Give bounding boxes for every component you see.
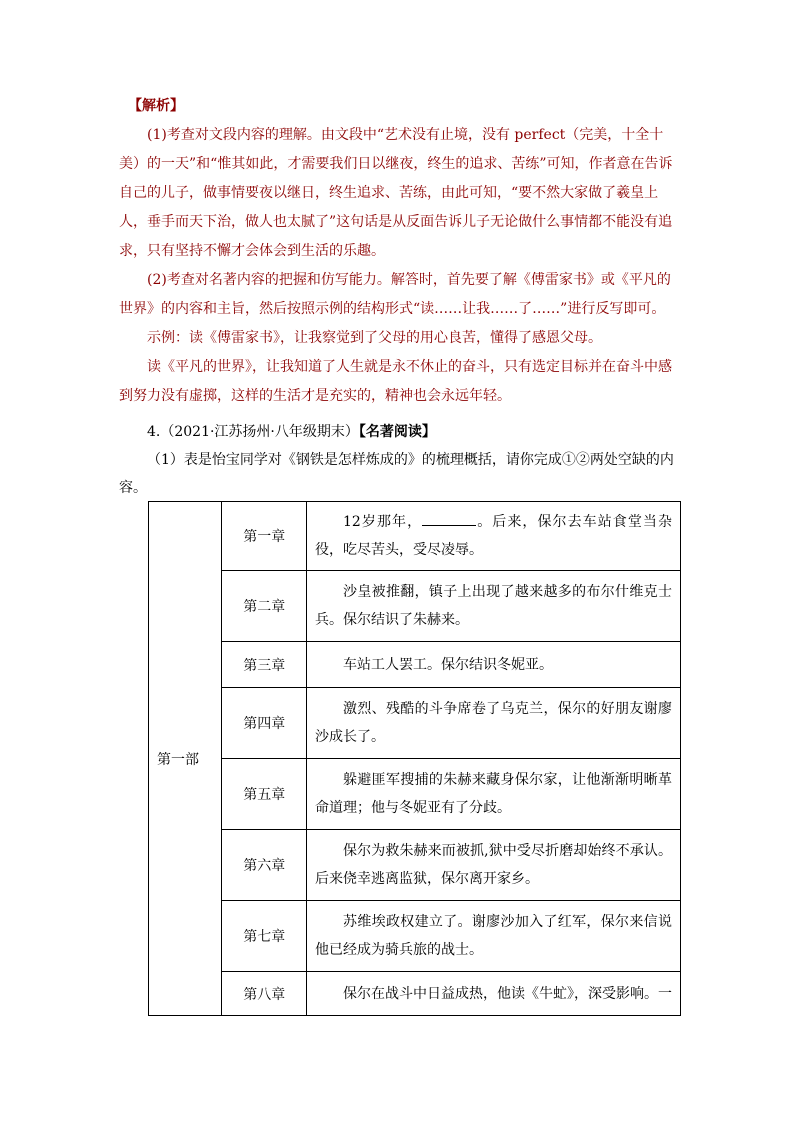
chapter-summary: 躲避匪军搜捕的朱赫来藏身保尔家，让他渐渐明晰革命道理；他与冬妮亚有了分歧。 [307, 759, 681, 830]
question-prompt: （1）表是怡宝同学对《钢铁是怎样炼成的》的梳理概括，请你完成①②两处空缺的内容。 [119, 452, 674, 496]
summary-text-after: 。后来，保尔去车站食堂当杂役，吃尽苦头，受尽凌辱。 [315, 514, 672, 558]
fill-in-blank[interactable] [422, 511, 476, 526]
chapter-label: 第五章 [222, 759, 307, 830]
table-row [149, 571, 681, 642]
question-category: 【名著阅读】 [358, 424, 436, 440]
chapter-summary: 激烈、残酷的斗争席卷了乌克兰，保尔的好朋友谢廖沙成长了。 [307, 688, 681, 759]
table-row [149, 830, 681, 901]
table-row [149, 688, 681, 759]
table-row [149, 502, 681, 571]
summary-text-before: 12岁那年， [343, 514, 423, 530]
table-row [149, 972, 681, 1016]
analysis-section [119, 92, 679, 411]
chapter-label: 第一章 [222, 502, 307, 571]
analysis-heading: 【解析】 [128, 98, 184, 114]
table-row [149, 759, 681, 830]
chapter-summary [307, 502, 681, 571]
analysis-paragraph-1: (1)考查对文段内容的理解。由文段中“艺术没有止境，没有 perfect（完美，十全十美）的一天”和“惟其如此，才需要我们日以继夜，终生的追求、苦练”可知，作者意在告诉自己的儿子，做事情要夜以继日，终生追求、苦练，由此可知，“要不然大家做了羲皇上人，垂手而天下治，做人也太腻了”这句话是从反面告诉儿子无论做什么事情都不能没有追求，只有坚持不懈才会体会到生活的乐趣。 [119, 127, 673, 259]
analysis-example-2: 读《平凡的世界》，让我知道了人生就是永不休止的奋斗，只有选定目标并在奋斗中感到努力没有虚掷，这样的生活才是充实的，精神也会永远年轻。 [119, 359, 672, 404]
table-row [149, 901, 681, 972]
question-source: 4.（2021·江苏扬州·八年级期末） [147, 424, 359, 440]
chapter-label: 第二章 [222, 571, 307, 642]
question-section [119, 418, 681, 502]
chapter-label: 第六章 [222, 830, 307, 901]
chapter-summary: 保尔为救朱赫来而被抓,狱中受尽折磨却始终不承认。后来侥幸逃离监狱，保尔离开家乡。 [307, 830, 681, 901]
chapter-label: 第七章 [222, 901, 307, 972]
table-row [149, 642, 681, 688]
chapter-label: 第四章 [222, 688, 307, 759]
chapter-summary: 苏维埃政权建立了。谢廖沙加入了红军，保尔来信说他已经成为骑兵旅的战士。 [307, 901, 681, 972]
analysis-paragraph-2: (2)考查对名著内容的把握和仿写能力。解答时，首先要了解《傅雷家书》或《平凡的世界》的内容和主旨，然后按照示例的结构形式“读……让我……了……”进行反写即可。 [119, 272, 671, 317]
chapter-label: 第三章 [222, 642, 307, 688]
chapter-summary: 沙皇被推翻，镇子上出现了越来越多的布尔什维克士兵。保尔结识了朱赫来。 [307, 571, 681, 642]
chapter-summary: 车站工人罢工。保尔结识冬妮亚。 [307, 642, 681, 688]
chapter-label: 第八章 [222, 972, 307, 1016]
analysis-example-1: 示例：读《傅雷家书》，让我察觉到了父母的用心良苦，懂得了感恩父母。 [147, 330, 602, 346]
question-header [119, 418, 681, 446]
part-label: 第一部 [149, 502, 222, 1016]
chapter-summary: 保尔在战斗中日益成热，他读《牛虻》，深受影响。一 [307, 972, 681, 1016]
chapter-summary-table [148, 501, 681, 1016]
